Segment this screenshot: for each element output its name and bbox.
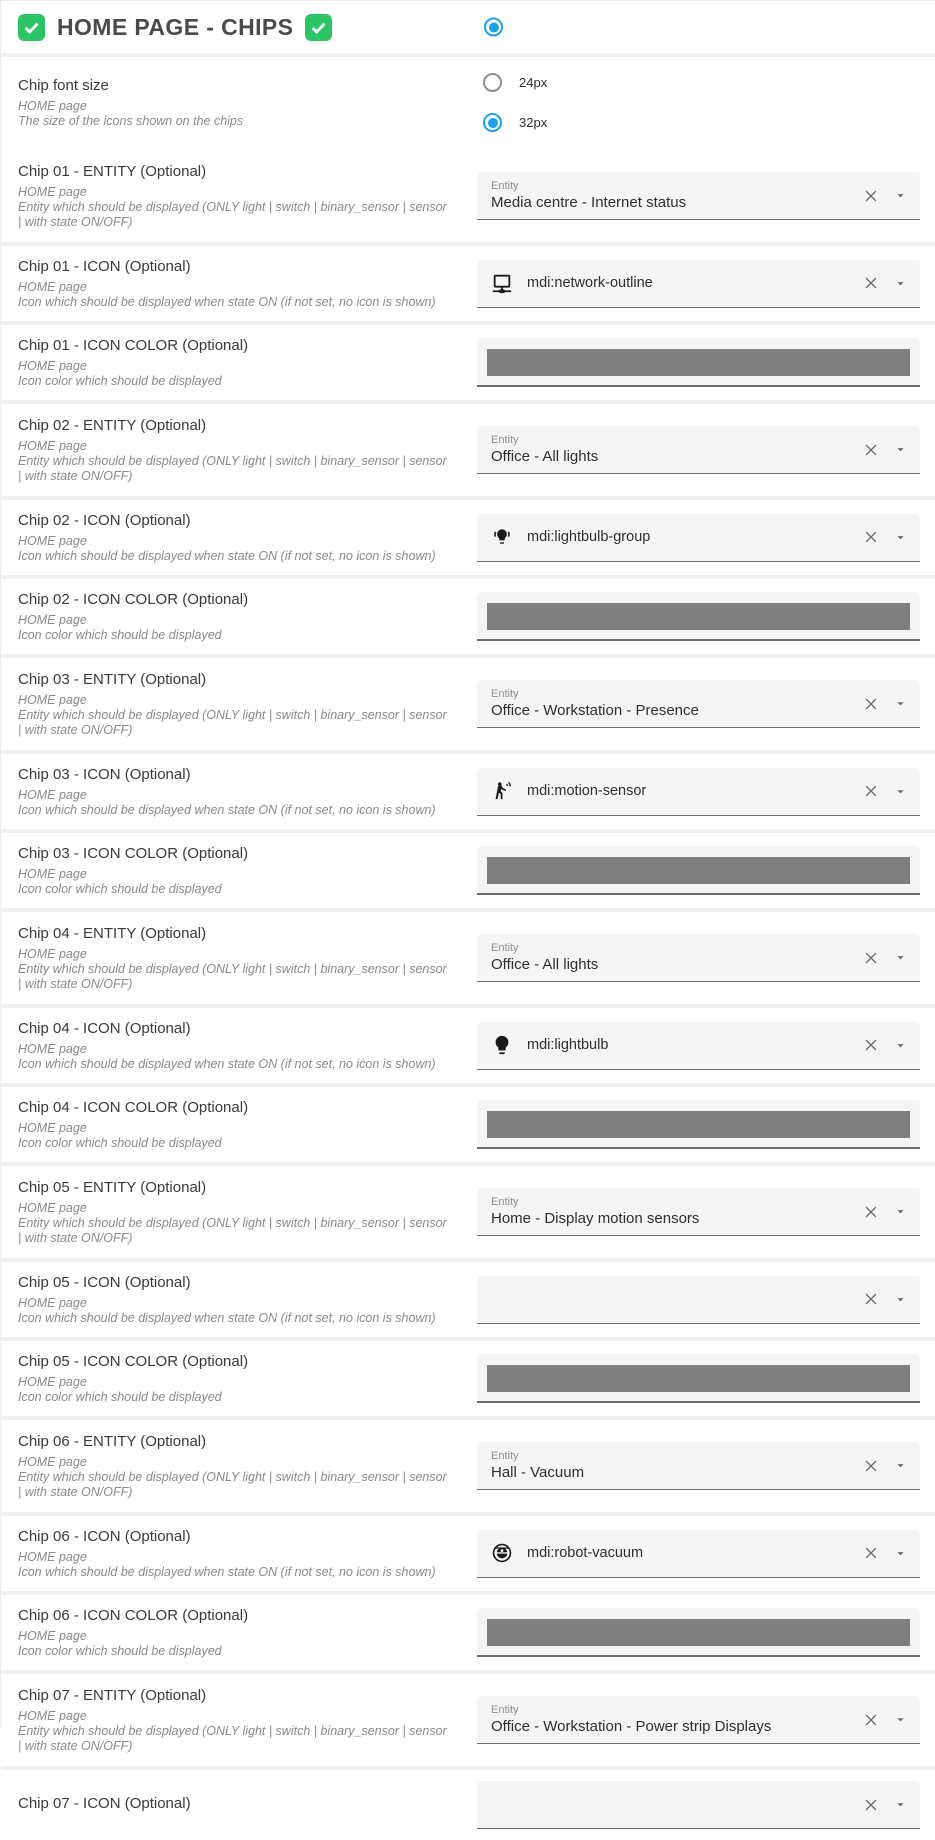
clear-icon[interactable] <box>860 1288 882 1310</box>
field-floating-label: Entity <box>491 942 519 954</box>
row-subtitle: HOME page <box>18 867 87 881</box>
row-title: Chip 04 - ICON (Optional) <box>18 1020 191 1037</box>
field-value: mdi:robot-vacuum <box>527 1545 644 1561</box>
row-subtitle: HOME page <box>18 439 87 453</box>
chevron-down-icon[interactable] <box>892 275 908 291</box>
clear-icon[interactable] <box>860 1455 882 1477</box>
color-swatch <box>487 1365 910 1392</box>
field-value: mdi:network-outline <box>527 275 653 291</box>
clear-icon[interactable] <box>860 1034 882 1056</box>
entity-combobox[interactable] <box>477 426 920 474</box>
row-title: Chip 03 - ICON (Optional) <box>18 766 191 783</box>
clear-icon[interactable] <box>860 439 882 461</box>
icon-combobox[interactable] <box>477 768 920 816</box>
row-title: Chip 06 - ENTITY (Optional) <box>18 1433 207 1450</box>
clear-icon[interactable] <box>860 693 882 715</box>
settings-row <box>1 1162 935 1258</box>
chevron-down-icon[interactable] <box>892 1037 908 1053</box>
entity-combobox[interactable] <box>477 934 920 982</box>
row-description: Icon which should be displayed when state ON (if not set, no icon is shown) <box>18 549 436 563</box>
color-picker-field[interactable] <box>477 1100 920 1149</box>
row-description: Icon which should be displayed when state ON (if not set, no icon is shown) <box>18 803 436 817</box>
clear-icon[interactable] <box>860 272 882 294</box>
row-description: Entity which should be displayed (ONLY light | switch | binary_sensor | sensor | with state ON/OFF) <box>18 454 447 483</box>
chevron-down-icon[interactable] <box>892 1712 908 1728</box>
field-value: mdi:motion-sensor <box>527 783 647 799</box>
entity-combobox[interactable] <box>477 680 920 728</box>
row-description: Entity which should be displayed (ONLY light | switch | binary_sensor | sensor | with state ON/OFF) <box>18 200 447 229</box>
row-subtitle: HOME page <box>18 947 87 961</box>
settings-row <box>1 750 935 829</box>
color-swatch <box>487 1619 910 1646</box>
robot-vacuum-icon <box>491 1542 513 1564</box>
row-subtitle: HOME page <box>18 788 87 802</box>
color-picker-field[interactable] <box>477 1354 920 1403</box>
font-size-option-24px[interactable] <box>483 73 547 92</box>
entity-combobox[interactable] <box>477 1696 920 1744</box>
settings-row <box>1 150 935 242</box>
row-title: Chip 06 - ICON (Optional) <box>18 1528 191 1545</box>
clear-icon[interactable] <box>860 1201 882 1223</box>
color-swatch <box>487 1111 910 1138</box>
check-icon <box>305 14 332 41</box>
row-title: Chip 07 - ENTITY (Optional) <box>18 1687 207 1704</box>
chip-font-size-row <box>1 57 935 150</box>
row-title: Chip 05 - ICON (Optional) <box>18 1274 191 1291</box>
row-title: Chip 01 - ICON (Optional) <box>18 258 191 275</box>
clear-icon[interactable] <box>860 947 882 969</box>
field-value: Office - Workstation - Power strip Displays <box>491 1718 772 1735</box>
row-title: Chip 06 - ICON COLOR (Optional) <box>18 1607 249 1624</box>
row-title: Chip 02 - ICON COLOR (Optional) <box>18 591 249 608</box>
clear-icon[interactable] <box>860 780 882 802</box>
settings-row <box>1 1416 935 1512</box>
row-description: Icon color which should be displayed <box>18 1136 222 1150</box>
row-title: Chip 05 - ENTITY (Optional) <box>18 1179 207 1196</box>
row-description: Entity which should be displayed (ONLY light | switch | binary_sensor | sensor | with state ON/OFF) <box>18 1216 447 1245</box>
icon-combobox[interactable] <box>477 514 920 562</box>
color-picker-field[interactable] <box>477 1608 920 1657</box>
settings-row <box>1 1591 935 1670</box>
row-description: Icon which should be displayed when state ON (if not set, no icon is shown) <box>18 1565 436 1579</box>
field-value: Hall - Vacuum <box>491 1464 585 1481</box>
settings-row <box>1 1670 935 1766</box>
clear-icon[interactable] <box>860 526 882 548</box>
settings-row <box>1 1004 935 1083</box>
radio-label: 24px <box>519 75 548 90</box>
field-value: mdi:lightbulb-group <box>527 529 651 545</box>
row-subtitle: HOME page <box>18 1296 87 1310</box>
field-value: mdi:lightbulb <box>527 1037 609 1053</box>
row-title: Chip 05 - ICON COLOR (Optional) <box>18 1353 249 1370</box>
entity-combobox[interactable] <box>477 1188 920 1236</box>
chevron-down-icon[interactable] <box>892 950 908 966</box>
settings-row <box>1 908 935 1004</box>
row-description: Icon color which should be displayed <box>18 882 222 896</box>
row-description: Icon color which should be displayed <box>18 374 222 388</box>
row-subtitle: HOME page <box>18 280 87 294</box>
row-title: Chip 03 - ICON COLOR (Optional) <box>18 845 249 862</box>
clear-icon[interactable] <box>860 1709 882 1731</box>
row-subtitle: HOME page <box>18 185 87 199</box>
field-floating-label: Entity <box>491 180 519 192</box>
chevron-down-icon[interactable] <box>892 529 908 545</box>
color-picker-field[interactable] <box>477 592 920 641</box>
font-size-options <box>477 73 547 132</box>
row-subtitle: HOME page <box>18 1375 87 1389</box>
row-description: Icon color which should be displayed <box>18 628 222 642</box>
color-picker-field[interactable] <box>477 338 920 387</box>
radio-button-32px[interactable] <box>483 113 502 132</box>
motion-sensor-icon <box>491 780 513 802</box>
row-subtitle: HOME page <box>18 613 87 627</box>
field-value: Home - Display motion sensors <box>491 1210 700 1227</box>
lightbulb-group-icon <box>491 526 513 548</box>
row-description: Entity which should be displayed (ONLY light | switch | binary_sensor | sensor | with state ON/OFF) <box>18 708 447 737</box>
page-title: HOME PAGE - CHIPS <box>57 13 294 40</box>
row-subtitle: HOME page <box>18 1201 87 1215</box>
color-picker-field[interactable] <box>477 846 920 895</box>
entity-combobox[interactable] <box>477 1442 920 1490</box>
icon-combobox[interactable] <box>477 1530 920 1578</box>
row-subtitle: HOME page <box>18 693 87 707</box>
row-title: Chip 02 - ICON (Optional) <box>18 512 191 529</box>
settings-row <box>1 496 935 575</box>
color-swatch <box>487 603 910 630</box>
field-floating-label: Entity <box>491 434 519 446</box>
row-title: Chip 07 - ICON (Optional) <box>18 1794 191 1812</box>
clear-icon[interactable] <box>860 1542 882 1564</box>
chevron-down-icon[interactable] <box>892 1545 908 1561</box>
lightbulb-icon <box>491 1034 513 1056</box>
radio-label: 32px <box>519 115 548 130</box>
settings-row <box>1 654 935 750</box>
row-title: Chip 04 - ICON COLOR (Optional) <box>18 1099 249 1116</box>
settings-row <box>1 1337 935 1416</box>
row-subtitle: HOME page <box>18 1629 87 1643</box>
settings-row <box>1 829 935 908</box>
row-title: Chip font size <box>18 77 109 94</box>
row-title: Chip 01 - ICON COLOR (Optional) <box>18 337 249 354</box>
field-value: Office - All lights <box>491 956 599 973</box>
field-floating-label: Entity <box>491 688 519 700</box>
row-title: Chip 03 - ENTITY (Optional) <box>18 671 207 688</box>
icon-combobox[interactable] <box>477 260 920 308</box>
chevron-down-icon[interactable] <box>892 1204 908 1220</box>
icon-combobox[interactable] <box>477 1276 920 1324</box>
row-subtitle: HOME page <box>18 1042 87 1056</box>
entity-combobox[interactable] <box>477 172 920 220</box>
settings-rows <box>1 150 935 1840</box>
check-icon <box>18 14 45 41</box>
field-floating-label: Entity <box>491 1704 519 1716</box>
row-description: Icon color which should be displayed <box>18 1644 222 1658</box>
row-subtitle: HOME page <box>18 1121 87 1135</box>
icon-combobox[interactable] <box>477 1781 920 1829</box>
row-title: Chip 01 - ENTITY (Optional) <box>18 163 207 180</box>
font-size-option-32px[interactable] <box>483 113 547 132</box>
row-subtitle: HOME page <box>18 1455 87 1469</box>
row-subtitle: HOME page <box>18 534 87 548</box>
field-value: Media centre - Internet status <box>491 194 687 211</box>
row-description: Entity which should be displayed (ONLY light | switch | binary_sensor | sensor | with state ON/OFF) <box>18 1470 447 1499</box>
row-subtitle: HOME page <box>18 1550 87 1564</box>
settings-row <box>1 1258 935 1337</box>
row-description: Icon color which should be displayed <box>18 1390 222 1404</box>
settings-row <box>1 1766 935 1840</box>
field-floating-label: Entity <box>491 1450 519 1462</box>
page-header <box>1 1 935 57</box>
field-value: Office - Workstation - Presence <box>491 702 699 719</box>
row-subtitle: HOME page <box>18 99 87 113</box>
settings-row <box>1 400 935 496</box>
row-subtitle: HOME page <box>18 359 87 373</box>
row-title: Chip 02 - ENTITY (Optional) <box>18 417 207 434</box>
chevron-down-icon[interactable] <box>892 1797 908 1813</box>
chevron-down-icon[interactable] <box>892 783 908 799</box>
chevron-down-icon[interactable] <box>892 1458 908 1474</box>
color-swatch <box>487 349 910 376</box>
row-description: Entity which should be displayed (ONLY light | switch | binary_sensor | sensor | with state ON/OFF) <box>18 962 447 991</box>
settings-row <box>1 1512 935 1591</box>
settings-row <box>1 321 935 400</box>
chevron-down-icon[interactable] <box>892 696 908 712</box>
icon-combobox[interactable] <box>477 1022 920 1070</box>
settings-row <box>1 242 935 321</box>
clear-icon[interactable] <box>860 1794 882 1816</box>
color-swatch <box>487 857 910 884</box>
clear-icon[interactable] <box>860 185 882 207</box>
settings-row <box>1 575 935 654</box>
chevron-down-icon[interactable] <box>892 442 908 458</box>
row-description: Icon which should be displayed when state ON (if not set, no icon is shown) <box>18 295 436 309</box>
network-outline-icon <box>491 272 513 294</box>
row-description: Icon which should be displayed when state ON (if not set, no icon is shown) <box>18 1057 436 1071</box>
field-floating-label: Entity <box>491 1196 519 1208</box>
radio-button-24px[interactable] <box>483 73 502 92</box>
row-subtitle: HOME page <box>18 1709 87 1723</box>
chevron-down-icon[interactable] <box>892 188 908 204</box>
field-value: Office - All lights <box>491 448 599 465</box>
row-title: Chip 04 - ENTITY (Optional) <box>18 925 207 942</box>
row-description: The size of the icons shown on the chips <box>18 114 244 128</box>
chevron-down-icon[interactable] <box>892 1291 908 1307</box>
settings-row <box>1 1083 935 1162</box>
row-description: Entity which should be displayed (ONLY light | switch | binary_sensor | sensor | with state ON/OFF) <box>18 1724 447 1753</box>
row-description: Icon which should be displayed when state ON (if not set, no icon is shown) <box>18 1311 436 1325</box>
section-enabled-radio[interactable] <box>484 18 503 37</box>
